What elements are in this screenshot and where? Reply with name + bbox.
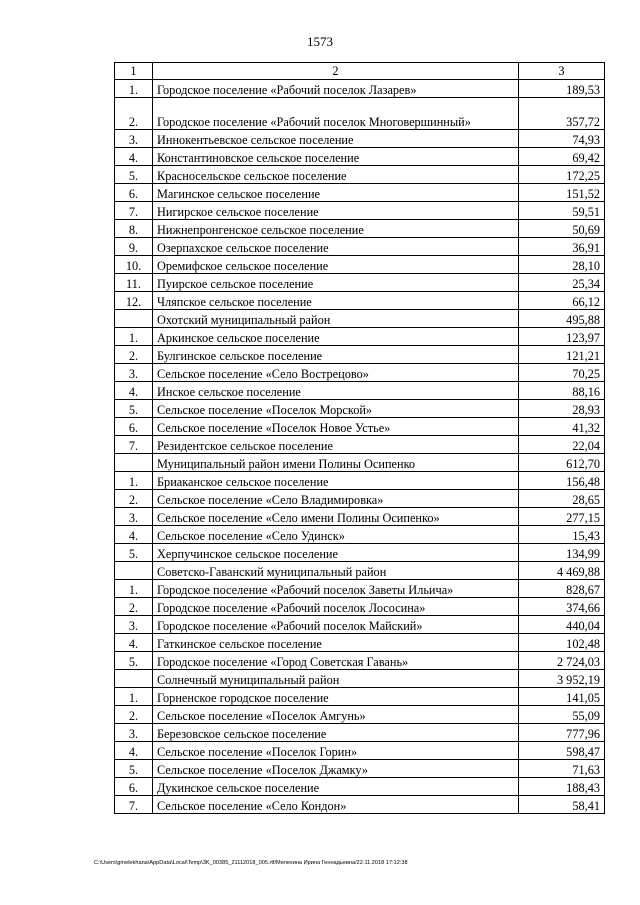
settlement-name: Пуирское сельское поселение <box>153 274 519 292</box>
table-row <box>115 508 605 526</box>
settlement-name: Магинское сельское поселение <box>153 184 519 202</box>
row-number: 3. <box>115 724 153 742</box>
table-row <box>115 580 605 598</box>
amount-value: 41,32 <box>519 418 605 436</box>
row-number: 7. <box>115 202 153 220</box>
settlement-name: Чляпское сельское поселение <box>153 292 519 310</box>
table-row <box>115 418 605 436</box>
district-total-row <box>115 670 605 688</box>
table-row <box>115 130 605 148</box>
row-number: 2. <box>115 346 153 364</box>
amount-value: 2 724,03 <box>519 652 605 670</box>
table-row <box>115 526 605 544</box>
row-number: 2. <box>115 490 153 508</box>
row-number: 5. <box>115 544 153 562</box>
amount-value: 71,63 <box>519 760 605 778</box>
settlement-name: Нигирское сельское поселение <box>153 202 519 220</box>
row-number: 7. <box>115 436 153 454</box>
settlement-name: Березовское сельское поселение <box>153 724 519 742</box>
row-number: 4. <box>115 148 153 166</box>
table-row <box>115 382 605 400</box>
row-number: 4. <box>115 526 153 544</box>
settlement-name: Городское поселение «Рабочий поселок Многовершинный» <box>153 98 519 130</box>
table-row <box>115 436 605 454</box>
table-row <box>115 148 605 166</box>
settlement-name: Охотский муниципальный район <box>153 310 519 328</box>
settlement-name: Сельское поселение «Село Вострецово» <box>153 364 519 382</box>
table-row <box>115 778 605 796</box>
row-number: 1. <box>115 688 153 706</box>
amount-value: 188,43 <box>519 778 605 796</box>
amount-value: 102,48 <box>519 634 605 652</box>
amount-value: 66,12 <box>519 292 605 310</box>
district-total-row <box>115 310 605 328</box>
settlement-name: Сельское поселение «Село имени Полины Осипенко» <box>153 508 519 526</box>
settlement-name: Константиновское сельское поселение <box>153 148 519 166</box>
settlement-name: Советско-Гаванский муниципальный район <box>153 562 519 580</box>
amount-value: 28,10 <box>519 256 605 274</box>
amount-value: 28,93 <box>519 400 605 418</box>
column-header-number: 1 <box>115 63 153 80</box>
row-number: 1. <box>115 80 153 98</box>
settlement-name: Городское поселение «Рабочий поселок Майский» <box>153 616 519 634</box>
row-number: 1. <box>115 328 153 346</box>
settlement-name: Сельское поселение «Поселок Амгунь» <box>153 706 519 724</box>
row-number: 11. <box>115 274 153 292</box>
table-row <box>115 688 605 706</box>
settlement-name: Бриаканское сельское поселение <box>153 472 519 490</box>
table-row <box>115 346 605 364</box>
settlement-name: Солнечный муниципальный район <box>153 670 519 688</box>
table-row <box>115 760 605 778</box>
district-total-row <box>115 454 605 472</box>
settlement-name: Оремифское сельское поселение <box>153 256 519 274</box>
settlement-name: Нижнепронгенское сельское поселение <box>153 220 519 238</box>
settlement-name: Сельское поселение «Село Владимировка» <box>153 490 519 508</box>
settlement-name: Красносельское сельское поселение <box>153 166 519 184</box>
district-total-row <box>115 562 605 580</box>
row-number: 6. <box>115 184 153 202</box>
amount-value: 55,09 <box>519 706 605 724</box>
row-number: 4. <box>115 382 153 400</box>
table-row <box>115 184 605 202</box>
amount-value: 151,52 <box>519 184 605 202</box>
settlement-name: Городское поселение «Рабочий поселок Лазарев» <box>153 80 519 98</box>
row-number: 1. <box>115 580 153 598</box>
row-number: 3. <box>115 130 153 148</box>
table-row <box>115 544 605 562</box>
amount-value: 88,16 <box>519 382 605 400</box>
row-number: 2. <box>115 706 153 724</box>
row-number: 6. <box>115 418 153 436</box>
row-number: 7. <box>115 796 153 814</box>
amount-value: 121,21 <box>519 346 605 364</box>
table-row <box>115 80 605 98</box>
table-row <box>115 364 605 382</box>
settlement-name: Аркинское сельское поселение <box>153 328 519 346</box>
row-number: 9. <box>115 238 153 256</box>
amount-value: 70,25 <box>519 364 605 382</box>
amount-value: 141,05 <box>519 688 605 706</box>
amount-value: 777,96 <box>519 724 605 742</box>
amount-value: 74,93 <box>519 130 605 148</box>
amount-value: 156,48 <box>519 472 605 490</box>
row-number <box>115 454 153 472</box>
row-number <box>115 670 153 688</box>
row-number: 3. <box>115 364 153 382</box>
page-number: 1573 <box>307 34 333 49</box>
table-row <box>115 220 605 238</box>
file-path-footer: C:\Users\gmelekhana\AppData\Local\Temp\3K_00385_21112018_005.rtf/Мелехина Ирина Геннадьевна/22.11.2018 17:12:38 <box>94 860 408 866</box>
table-body <box>115 63 605 814</box>
table-row <box>115 274 605 292</box>
row-number: 5. <box>115 166 153 184</box>
settlement-name: Городское поселение «Город Советская Гавань» <box>153 652 519 670</box>
table-row <box>115 490 605 508</box>
row-number: 3. <box>115 616 153 634</box>
header-row <box>115 63 605 80</box>
row-number: 1. <box>115 472 153 490</box>
settlement-name: Городское поселение «Рабочий поселок Заветы Ильича» <box>153 580 519 598</box>
amount-value: 828,67 <box>519 580 605 598</box>
amount-value: 495,88 <box>519 310 605 328</box>
table-row <box>115 634 605 652</box>
amount-value: 123,97 <box>519 328 605 346</box>
row-number: 2. <box>115 598 153 616</box>
column-header-value: 3 <box>519 63 605 80</box>
amount-value: 58,41 <box>519 796 605 814</box>
table-row <box>115 256 605 274</box>
row-number: 8. <box>115 220 153 238</box>
table-row <box>115 652 605 670</box>
row-number: 5. <box>115 760 153 778</box>
settlement-name: Муниципальный район имени Полины Осипенко <box>153 454 519 472</box>
settlement-name: Резидентское сельское поселение <box>153 436 519 454</box>
column-header-name: 2 <box>153 63 519 80</box>
settlement-name: Инское сельское поселение <box>153 382 519 400</box>
amount-value: 277,15 <box>519 508 605 526</box>
amount-value: 3 952,19 <box>519 670 605 688</box>
table-row <box>115 328 605 346</box>
row-number: 4. <box>115 742 153 760</box>
row-number <box>115 310 153 328</box>
amount-value: 22,04 <box>519 436 605 454</box>
settlement-name: Озерпахское сельское поселение <box>153 238 519 256</box>
table-row <box>115 616 605 634</box>
row-number: 5. <box>115 400 153 418</box>
amount-value: 189,53 <box>519 80 605 98</box>
settlement-name: Сельское поселение «Поселок Новое Устье» <box>153 418 519 436</box>
amount-value: 357,72 <box>519 98 605 130</box>
settlement-name: Дукинское сельское поселение <box>153 778 519 796</box>
amount-value: 374,66 <box>519 598 605 616</box>
amount-value: 59,51 <box>519 202 605 220</box>
settlement-name: Херпучинское сельское поселение <box>153 544 519 562</box>
amount-value: 440,04 <box>519 616 605 634</box>
amount-value: 134,99 <box>519 544 605 562</box>
table-row <box>115 292 605 310</box>
allocation-table <box>114 62 605 814</box>
table-row <box>115 166 605 184</box>
amount-value: 15,43 <box>519 526 605 544</box>
settlement-name: Городское поселение «Рабочий поселок Лососина» <box>153 598 519 616</box>
row-number: 3. <box>115 508 153 526</box>
table-row <box>115 400 605 418</box>
row-number: 12. <box>115 292 153 310</box>
row-number: 4. <box>115 634 153 652</box>
settlement-name: Булгинское сельское поселение <box>153 346 519 364</box>
table-row <box>115 598 605 616</box>
table-row <box>115 472 605 490</box>
amount-value: 69,42 <box>519 148 605 166</box>
amount-value: 172,25 <box>519 166 605 184</box>
row-number <box>115 562 153 580</box>
table-row <box>115 98 605 130</box>
table-row <box>115 706 605 724</box>
settlement-name: Горненское городское поселение <box>153 688 519 706</box>
amount-value: 36,91 <box>519 238 605 256</box>
amount-value: 28,65 <box>519 490 605 508</box>
settlement-name: Сельское поселение «Село Удинск» <box>153 526 519 544</box>
settlement-name: Сельское поселение «Село Кондон» <box>153 796 519 814</box>
row-number: 6. <box>115 778 153 796</box>
table-row <box>115 202 605 220</box>
table-row <box>115 724 605 742</box>
row-number: 2. <box>115 98 153 130</box>
amount-value: 50,69 <box>519 220 605 238</box>
amount-value: 598,47 <box>519 742 605 760</box>
settlement-name: Сельское поселение «Поселок Джамку» <box>153 760 519 778</box>
amount-value: 4 469,88 <box>519 562 605 580</box>
table-row <box>115 238 605 256</box>
settlement-name: Гаткинское сельское поселение <box>153 634 519 652</box>
row-number: 5. <box>115 652 153 670</box>
amount-value: 25,34 <box>519 274 605 292</box>
settlement-name: Иннокентьевское сельское поселение <box>153 130 519 148</box>
settlement-name: Сельское поселение «Поселок Морской» <box>153 400 519 418</box>
row-number: 10. <box>115 256 153 274</box>
table-row <box>115 742 605 760</box>
table-row <box>115 796 605 814</box>
settlement-name: Сельское поселение «Поселок Горин» <box>153 742 519 760</box>
amount-value: 612,70 <box>519 454 605 472</box>
